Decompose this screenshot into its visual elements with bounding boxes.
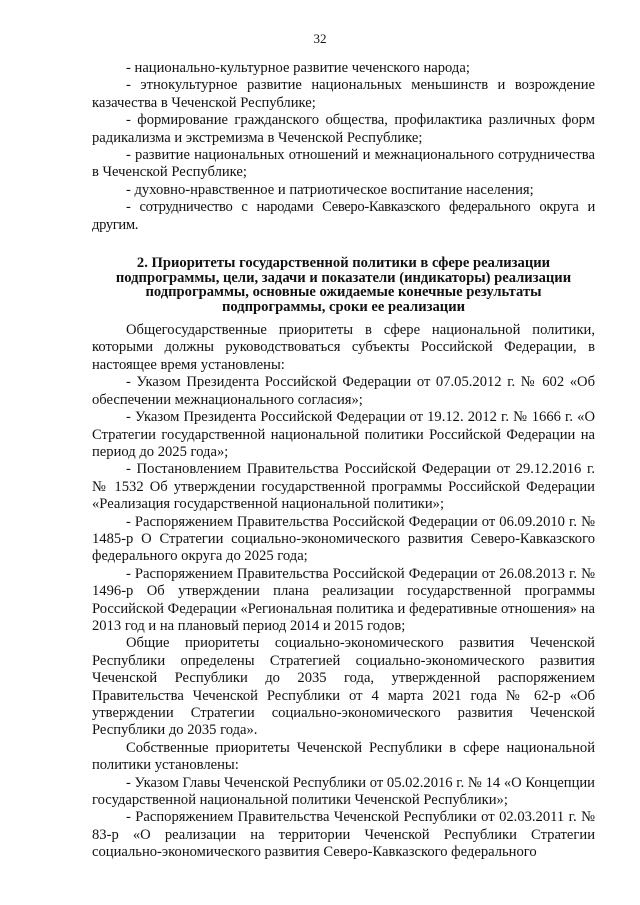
list-item: - формирование гражданского общества, профилактика различных форм радикализма и экстремизма в Чеченской Республике; (92, 112, 595, 146)
own-priorities-paragraph: Собственные приоритеты Чеченской Республики в сфере национальной политики установлены: (92, 739, 595, 774)
federal-act-item: - Указом Президента Российской Федерации от 07.05.2012 г. № 602 «Об обеспечении межнационального согласия»; (92, 374, 595, 408)
list-item: - национально-культурное развитие чеченского народа; (126, 60, 470, 76)
list-item: - развитие национальных отношений и межнационального сотрудничества в Чеченской Республике; (92, 147, 595, 181)
list-item: - этнокультурное развитие национальных меньшинств и возрождение казачества в Чеченской Республике; (92, 77, 595, 111)
intro-paragraph: Общегосударственные приоритеты в сфере национальной политики, которыми должны руководствоваться субъекты Российской Федерации, в настоящее время установлены: (92, 322, 595, 373)
federal-act-item: - Указом Президента Российской Федерации от 19.12. 2012 г. № 1666 г. «О Стратегии государственной национальной политики Российской Федерации на период до 2025 года»; (92, 409, 595, 460)
regional-act-item: - Распоряжением Правительства Чеченской Республики от 02.03.2011 г. № 83-р «О реализации на территории Чеченской Республики Стратегии социально-экономического развития Северо-Кавказского федерального (92, 809, 595, 861)
list-item: - сотрудничество с народами Северо-Кавказского федерального округа и другим. (92, 199, 595, 233)
section-heading: 2. Приоритеты государственной политики в сфере реализации подпрограммы, цели, задачи и показатели (индикаторы) реализации подпрограммы, основные ожидаемые конечные результаты подпрограммы, сроки ее реализации (115, 255, 572, 315)
regional-act-item: - Указом Главы Чеченской Республики от 05.02.2016 г. № 14 «О Концепции государственной национальной политики Чеченской Республики»; (92, 774, 595, 809)
federal-act-item: - Распоряжением Правительства Российской Федерации от 26.08.2013 г. № 1496-р Об утверждении плана реализации государственной программы Российской Федерации «Региональная политика и федеративные отношения» на 2013 год и на плановый период 2014 и 2015 годов; (92, 565, 595, 634)
federal-act-item: - Постановлением Правительства Российской Федерации от 29.12.2016 г. № 1532 Об утверждении государственной программы Российской Федерации «Реализация государственной национальной политики»; (92, 461, 595, 513)
federal-act-item: - Распоряжением Правительства Российской Федерации от 06.09.2010 г. № 1485-р О Стратегии социально-экономического развития Северо-Кавказского федерального округа до 2025 года; (92, 513, 595, 565)
list-item: - духовно-нравственное и патриотическое воспитание населения; (126, 181, 534, 198)
page-content (92, 60, 595, 862)
page-number: 32 (313, 31, 327, 46)
general-priorities-paragraph: Общие приоритеты социально-экономического развития Чеченской Республики определены Стратегией социально-экономического развития Чеченской Республики до 2035 года, утвержденной распоряжением Правительства Чеченской Республики от 4 марта 2021 года № 62-р «Об утверждении Стратегии социально-экономического развития Чеченской Республики до 2035 года». (92, 635, 595, 739)
